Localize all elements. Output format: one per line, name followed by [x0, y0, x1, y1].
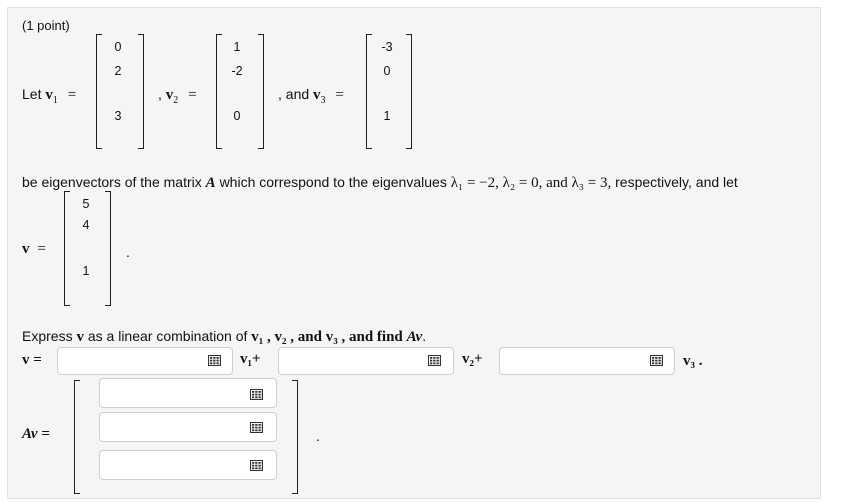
v1-equals: =	[67, 87, 77, 103]
v-equals: =	[37, 241, 46, 257]
v-label	[22, 240, 46, 258]
v1-entry-3: 3	[114, 109, 122, 123]
v-entry-2: 4	[82, 218, 90, 232]
v3-right-bracket	[406, 34, 412, 149]
v1-entry-1: 0	[114, 40, 122, 54]
let-label	[22, 86, 76, 106]
v-symbol: v	[22, 241, 30, 257]
task-prompt	[22, 328, 426, 346]
matrix-entry-picker-icon	[208, 355, 221, 366]
sentence-part-c: respectively, and let	[615, 174, 738, 190]
v1-right-bracket	[138, 34, 144, 149]
matrix-entry-picker-icon	[250, 460, 263, 471]
v-entry-3: 1	[82, 264, 90, 278]
matrix-entry-picker-icon	[250, 422, 263, 433]
v1-left-bracket	[96, 34, 102, 149]
v3-sub: 3	[320, 94, 326, 106]
Av-entry-2-picker-button[interactable]	[248, 418, 268, 438]
Av-entry-1-picker-button[interactable]	[248, 385, 268, 405]
coef-v1-picker-button[interactable]	[206, 351, 226, 371]
v2-sub: 2	[173, 94, 179, 106]
term-v2: v₂+	[462, 351, 483, 367]
matrix-entry-picker-icon	[250, 389, 263, 400]
eigenvalues-text: λ₁ = −2, λ₂ = 0, and λ₃ = 3,	[450, 175, 612, 191]
v2-label	[158, 86, 197, 106]
v3-symbol: v	[313, 87, 321, 103]
problem-panel	[7, 7, 821, 499]
and-word: , and	[278, 86, 310, 102]
matrix-A-symbol: A	[205, 175, 216, 191]
coef-v3-picker-button[interactable]	[648, 351, 668, 371]
v2-entry-1: 1	[233, 40, 241, 54]
v-entry-1: 5	[82, 197, 90, 211]
coef-v2-picker-button[interactable]	[426, 351, 446, 371]
prompt-v-symbol: v	[76, 329, 84, 345]
term-v3: v₃ .	[683, 353, 703, 369]
Av-left-bracket	[74, 380, 80, 494]
prompt-vector-list: v₁ , v₂ , and v₃ , and find	[251, 329, 403, 345]
prompt-period: .	[422, 328, 427, 344]
v-right-bracket	[105, 191, 111, 306]
v2-right-bracket	[258, 34, 264, 149]
matrix-entry-picker-icon	[428, 355, 441, 366]
v2-entry-3: 0	[233, 109, 241, 123]
v-period: .	[126, 244, 130, 260]
v2-symbol: v	[165, 87, 174, 103]
eigen-sentence	[22, 174, 738, 192]
v1-entry-2: 2	[114, 64, 122, 78]
v1-sub: 1	[52, 94, 58, 106]
v1-symbol: v	[45, 87, 53, 103]
v3-entry-3: 1	[383, 109, 391, 123]
v3-label	[278, 86, 344, 106]
v-left-bracket	[64, 191, 70, 306]
prompt-Av-symbol: Av	[406, 329, 423, 345]
prompt-linear-combination: as a linear combination of	[87, 328, 248, 344]
term-v1: v₁+	[240, 351, 261, 367]
Av-right-bracket	[292, 380, 298, 494]
v2-entry-2: -2	[231, 64, 243, 78]
sentence-part-b: which correspond to the eigenvalues	[219, 174, 447, 190]
sentence-part-a: be eigenvectors of the matrix	[22, 174, 202, 190]
v3-entry-1: -3	[381, 40, 393, 54]
Av-eq-label: Av =	[22, 426, 50, 442]
v3-equals: =	[335, 87, 344, 103]
v2-comma: ,	[158, 86, 162, 102]
matrix-entry-picker-icon	[650, 355, 663, 366]
Av-entry-3-picker-button[interactable]	[248, 456, 268, 476]
v3-entry-2: 0	[383, 64, 391, 78]
Av-period: .	[316, 428, 320, 444]
prompt-express: Express	[22, 328, 73, 344]
v-eq-label: v =	[22, 352, 42, 368]
let-word: Let	[22, 86, 42, 102]
v2-equals: =	[188, 87, 197, 103]
points-label: (1 point)	[22, 18, 70, 33]
